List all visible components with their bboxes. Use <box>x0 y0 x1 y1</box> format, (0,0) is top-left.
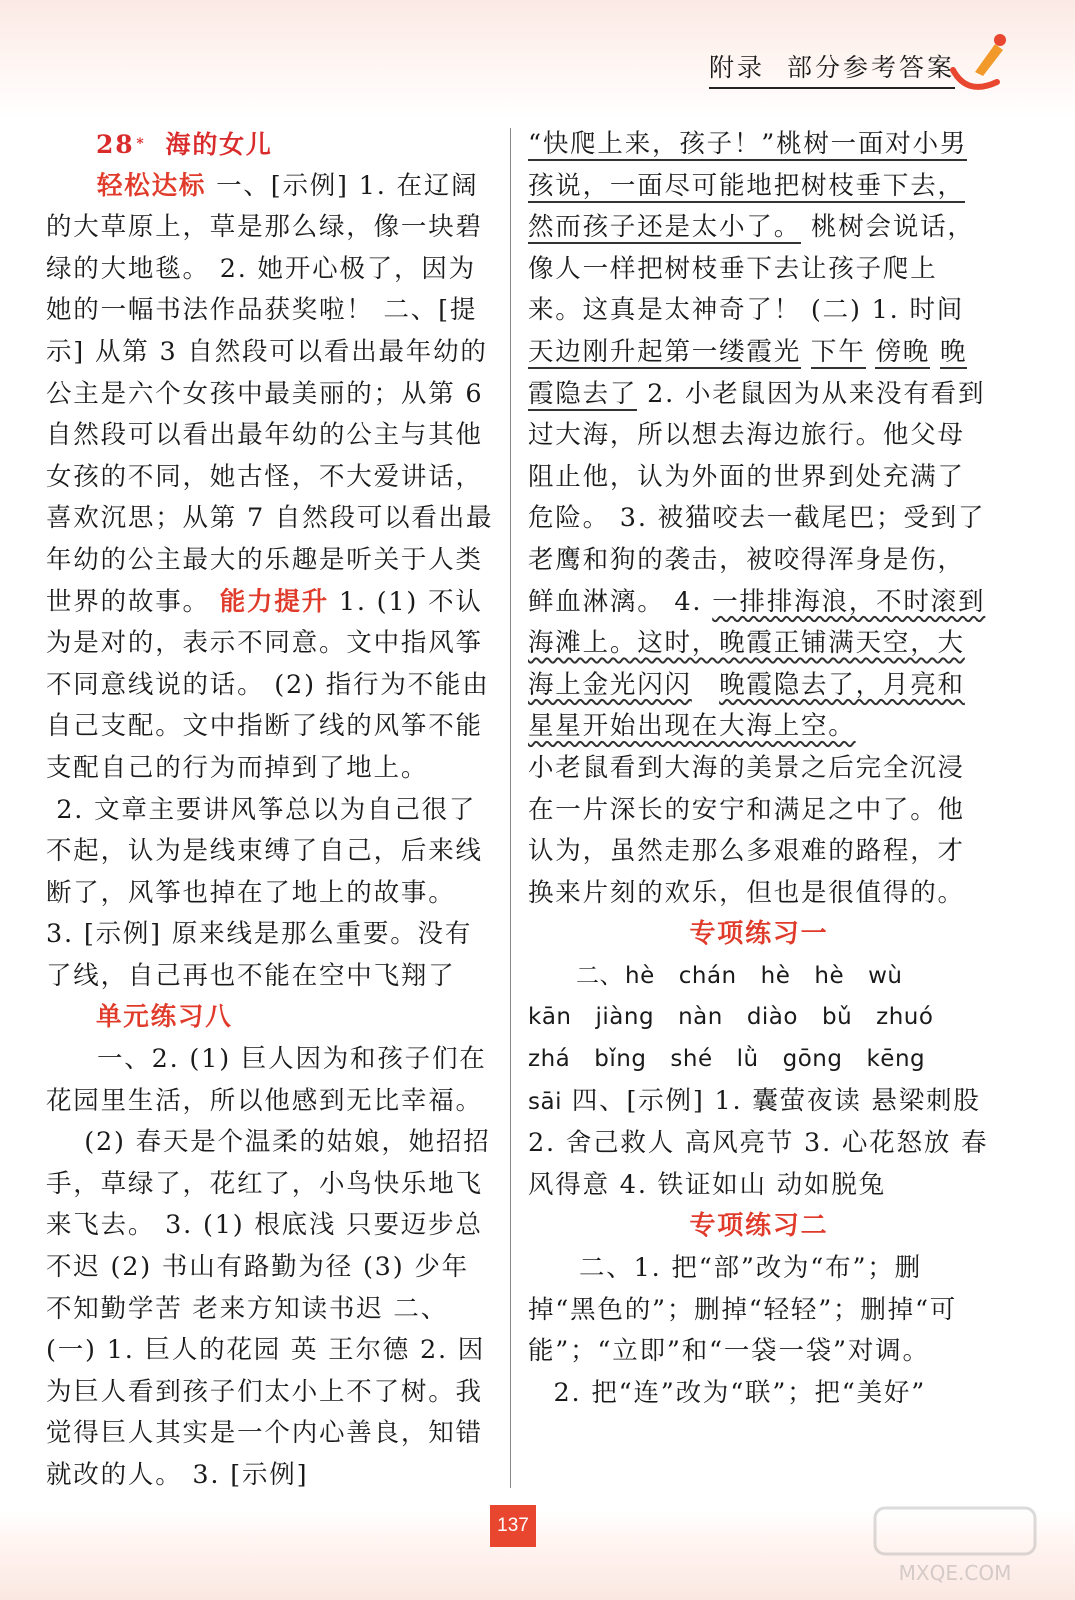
unit-title: 单元练习八 <box>96 1002 233 1033</box>
tag-ability: 能力提升 <box>219 586 329 617</box>
header-title: 部分参考答案 <box>786 53 955 82</box>
answer-block-1 <box>46 166 494 790</box>
answer-text: 二、1. 把“部”改为“布”；删掉“黑色的”；删掉“轻轻”；删掉“可能”；“立即”和“一袋一袋”对调。 <box>528 1253 958 1367</box>
pinyin: bǐng <box>594 1046 647 1073</box>
section-title-2: 专项练习二 <box>689 1211 829 1242</box>
pinyin: zhá <box>528 1046 571 1073</box>
right-column <box>528 124 990 1414</box>
answer-text: (2) 春天是个温柔的姑娘，她招招手，草绿了，花红了，小鸟快乐地飞来飞去。 3. (1) 根底浅 只要迈步总不迟 (2) 书山有路勤为径 (3) 少年不知勤学苦 老来方知读书迟 二、(一) 1. 巨人的花园 英 王尔德 2. 因为巨人看到孩子们太小上不了树。我觉得巨人其实是一个内心善良，知错就改的人。 3. [示例] <box>46 1127 491 1490</box>
answer-text: 2. 文章主要讲风筝总以为自己很了不起，认为是线束缚了自己，后来线断了，风筝也掉在了地上的故事。 <box>46 794 483 908</box>
pinyin-row-1 <box>528 956 990 998</box>
pinyin: hè <box>625 962 655 989</box>
underlined-phrase: 天边刚升起第一缕霞光 <box>528 336 802 367</box>
pinyin: sāi <box>528 1088 562 1115</box>
left-column <box>46 124 494 1497</box>
answer-text: 3. [示例] 原来线是那么重要。没有了线，自己再也不能在空中飞翔了 <box>46 919 473 991</box>
pinyin-lead: 二、 <box>576 962 623 989</box>
appendix-label: 附录 <box>708 53 765 82</box>
pinyin: bǔ <box>821 1004 853 1031</box>
answer-text: 小老鼠看到大海的美景之后完全沉浸在一片深长的安宁和满足之中了。他认为，虽然走那么多艰难的路程，才换来片刻的欢乐，但也是很值得的。 <box>528 752 965 908</box>
watermark-logo-icon <box>865 1500 1045 1590</box>
underlined-phrase: 下午 <box>810 336 866 367</box>
answer-block-3 <box>528 1081 990 1207</box>
pinyin: wù <box>868 962 903 989</box>
pinyin: jiàng <box>595 1004 655 1031</box>
pen-logo-icon <box>945 30 1015 100</box>
pinyin: nàn <box>678 1004 723 1031</box>
underlined-phrase: 晚霞隐去了 <box>528 336 968 409</box>
answer-text: 2. 小老鼠因为从来没有看到过大海，所以想去海边旅行。他父母阻止他，认为外面的世界到处充满了危险。 3. 被猫咬去一截尾巴；受到了老鹰和狗的袭击，被咬得浑身是伤，鲜血淋漓。 4. <box>528 378 986 617</box>
page-number: 137 <box>490 1505 536 1547</box>
pinyin: kēng <box>866 1046 926 1073</box>
page-header <box>709 48 955 89</box>
underlined-phrase: 傍晚 <box>875 336 931 367</box>
pinyin: kān <box>528 1004 572 1031</box>
pinyin: hè <box>814 962 845 989</box>
pinyin: zhuó <box>876 1004 934 1031</box>
lesson-name: 海的女儿 <box>165 130 273 159</box>
lesson-title <box>46 124 494 166</box>
tag-easy: 轻松达标 <box>97 170 207 201</box>
underlined-sentence: “快爬上来，孩子！”桃树一面对小男孩说，一面尽可能地把树枝垂下去，然而孩子还是太小了。 <box>528 129 968 243</box>
answer-block-2 <box>528 124 990 748</box>
pinyin: lǜ <box>736 1046 759 1073</box>
pinyin: shé <box>670 1046 713 1073</box>
pinyin-row-2 <box>528 997 990 1039</box>
wavy-underlined-sentence: 一排排海浪，不时滚到海滩上。这时，晚霞正铺满天空，大海上金光闪闪 <box>528 586 986 700</box>
answer-text: 1. (1) 不认为是对的，表示不同意。文中指风筝不同意线说的话。 (2) 指行为不能由自己支配。文中指断了线的风筝不能支配自己的行为而掉到了地上。 <box>46 586 490 783</box>
wavy-underlined-sentence: 晚霞隐去了，月亮和星星开始出现在大海上空。 <box>528 669 965 742</box>
answer-text: 四、[示例] 1. 囊萤夜读 悬梁刺股 2. 舍己救人 高风亮节 3. 心花怒放 春风得意 4. 铁证如山 动如脱兔 <box>528 1085 989 1200</box>
watermark-text: MXQE.COM <box>898 1561 1012 1585</box>
section-title-1: 专项练习一 <box>689 919 829 950</box>
pinyin: hè <box>760 962 791 989</box>
pinyin: diào <box>746 1004 798 1031</box>
column-divider <box>510 128 511 1488</box>
answer-text: 一、[示例] 1. 在辽阔的大草原上，草是那么绿，像一块碧绿的大地毯。 2. 她开心极了，因为她的一幅书法作品获奖啦！ 二、[提示] 从第 3 自然段可以看出最年幼的公主是六个女孩中最美丽的；从第 6 自然段可以看出最年幼的公主与其他女孩的不同，她古怪，不大爱讲话，喜欢沉思；从第 7 自然段可以看出最年幼的公主最大的乐趣是听关于人类世界的故事。 <box>46 170 494 617</box>
answer-text: 2. 把“连”改为“联”；把“美好” <box>553 1377 927 1408</box>
answer-text: 一、2. (1) 巨人因为和孩子们在花园里生活，所以他感到无比幸福。 <box>46 1044 487 1116</box>
pinyin: gōng <box>782 1046 843 1073</box>
pinyin: chán <box>678 962 737 989</box>
answer-text: 桃树会说话，像人一样把树枝垂下去让孩子爬上来。这真是太神奇了！ (二) 1. 时间 <box>528 212 975 326</box>
lesson-mark: * <box>136 136 146 152</box>
pinyin-row-3 <box>528 1039 990 1081</box>
lesson-number: 28 <box>96 130 135 159</box>
